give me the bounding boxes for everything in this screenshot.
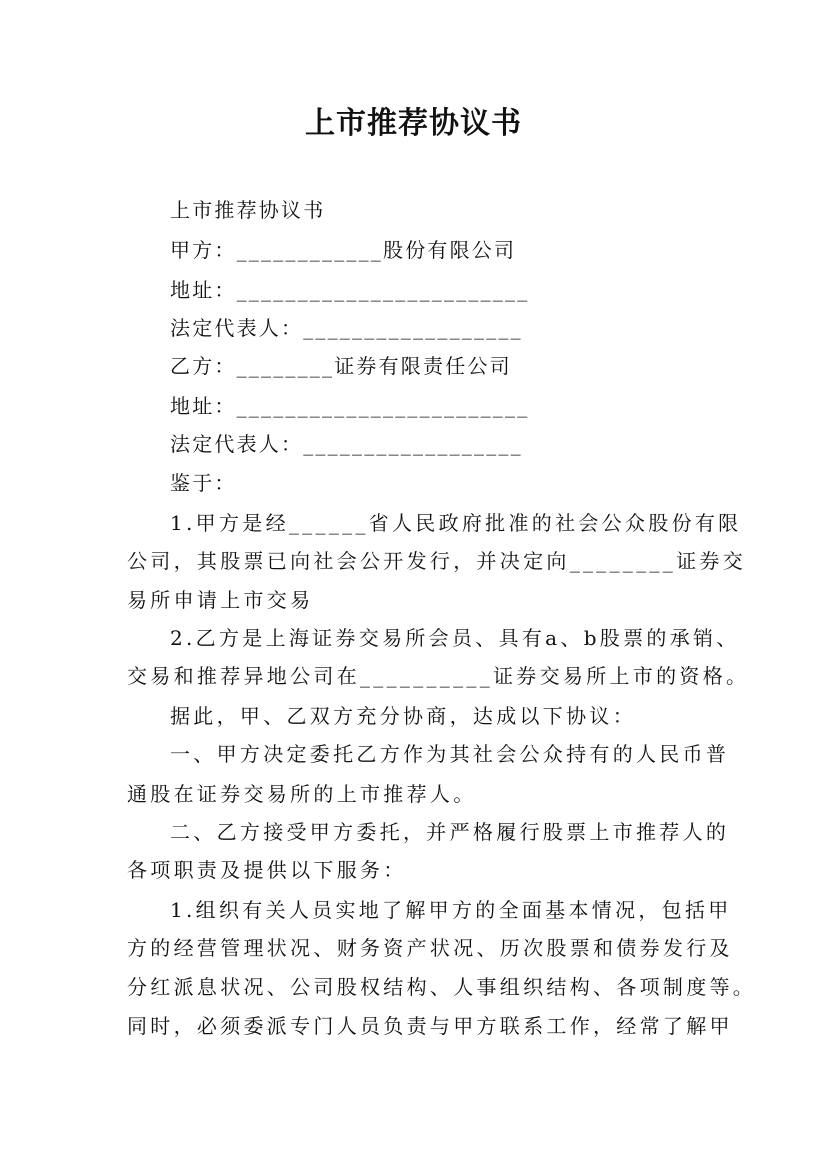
document-line: 同时，必须委派专门人员负责与甲方联系工作，经常了解甲 [127,1014,733,1038]
document-line: 乙方：________证券有限责任公司 [170,354,512,378]
document-line: 公司，其股票已向社会公开发行，并决定向________证券交 [127,549,746,573]
document-line: 通股在证券交易所的上市推荐人。 [127,782,477,806]
document-line: 鉴于： [170,471,237,495]
document-title: 上市推荐协议书 [305,106,522,141]
document-line: 1.组织有关人员实地了解甲方的全面基本情况，包括甲 [170,898,732,922]
document-line: 各项职责及提供以下服务： [127,858,407,882]
document-line: 上市推荐协议书 [170,198,326,222]
document-line: 一、甲方决定委托乙方作为其社会公众持有的人民币普 [170,742,730,766]
document-line: 交易和推荐异地公司在__________证券交易所上市的资格。 [127,664,750,688]
document-line: 1.甲方是经______省人民政府批准的社会公众股份有限 [170,511,742,535]
document-line: 方的经营管理状况、财务资产状况、历次股票和债券发行及 [127,936,733,960]
document-line: 据此，甲、乙双方充分协商，达成以下协议： [170,704,636,728]
document-line: 地址：________________________ [170,394,530,418]
document-line: 法定代表人：__________________ [170,316,523,340]
document-line: 地址：________________________ [170,278,530,302]
document-line: 2.乙方是上海证券交易所会员、具有a、b股票的承销、 [170,626,740,650]
document-line: 二、乙方接受甲方委托，并严格履行股票上市推荐人的 [170,820,730,844]
document-line: 甲方：____________股份有限公司 [170,238,517,262]
document-line: 易所申请上市交易 [127,588,314,612]
document-line: 法定代表人：__________________ [170,432,523,456]
document-line: 分红派息状况、公司股权结构、人事组织结构、各项制度等。 [127,975,757,999]
